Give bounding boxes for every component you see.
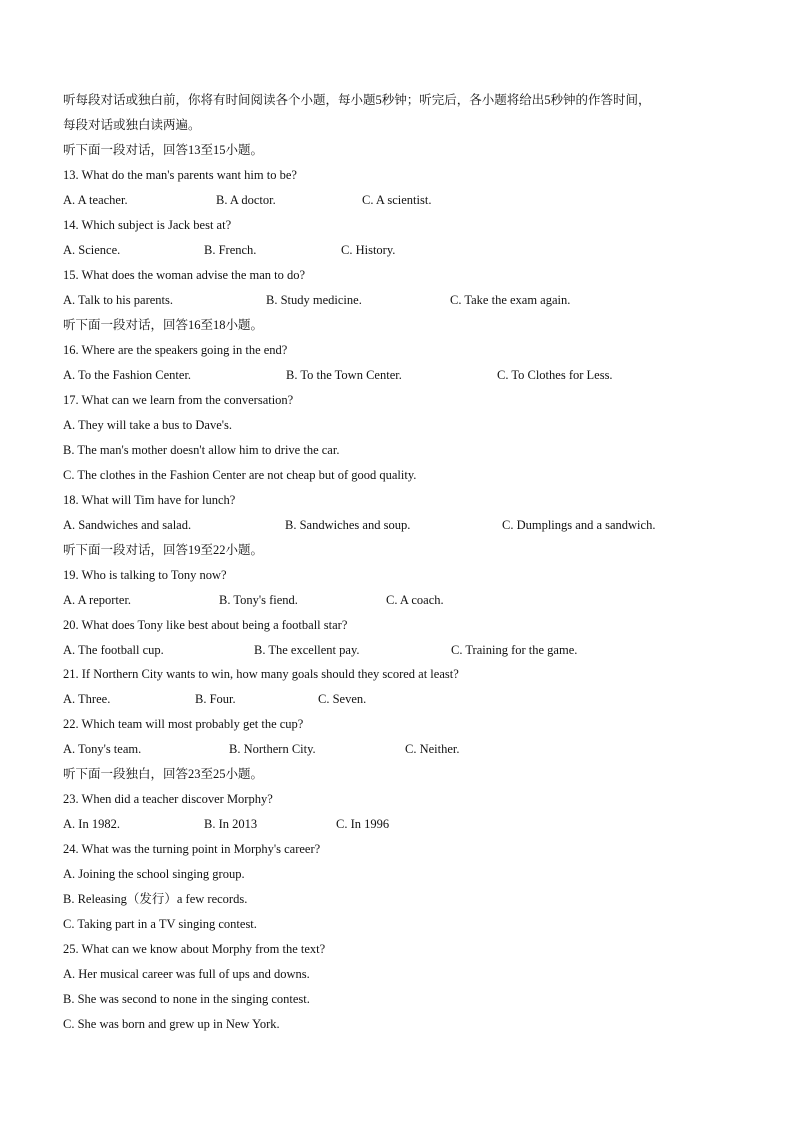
- instructions-line-2: 每段对话或独白读两遍。: [63, 118, 201, 132]
- section-heading-1: 听下面一段对话，回答13至15小题。: [63, 143, 264, 157]
- section-heading-4: 听下面一段独白，回答23至25小题。: [63, 767, 264, 781]
- option-b: B. The excellent pay.: [254, 643, 360, 657]
- option-b: B. Four.: [195, 692, 236, 706]
- option-a: A. Talk to his parents.: [63, 293, 173, 307]
- option-c: C. A coach.: [386, 593, 444, 607]
- option-a: A. A teacher.: [63, 193, 128, 207]
- option-a: A. To the Fashion Center.: [63, 368, 192, 382]
- option-b: B. Tony's fiend.: [219, 593, 298, 607]
- option-c: C. Take the exam again.: [450, 293, 571, 307]
- question-17-option-a: A. They will take a bus to Dave's.: [63, 418, 233, 432]
- option-a: A. In 1982.: [63, 817, 120, 831]
- option-c: C. A scientist.: [362, 193, 432, 207]
- question-25-option-c: C. She was born and grew up in New York.: [63, 1017, 280, 1031]
- question-15-stem: 15. What does the woman advise the man to do?: [63, 268, 306, 282]
- question-17-stem: 17. What can we learn from the conversation?: [63, 393, 294, 407]
- question-24-option-a: A. Joining the school singing group.: [63, 867, 245, 881]
- question-23-stem: 23. When did a teacher discover Morphy?: [63, 792, 273, 806]
- question-13-stem: 13. What do the man's parents want him to be?: [63, 168, 297, 182]
- option-b: B. Northern City.: [229, 742, 316, 756]
- option-b: B. To the Town Center.: [286, 368, 402, 382]
- question-25-option-a: A. Her musical career was full of ups and downs.: [63, 967, 310, 981]
- option-b: B. Study medicine.: [266, 293, 362, 307]
- option-c: C. History.: [341, 243, 396, 257]
- question-14-stem: 14. Which subject is Jack best at?: [63, 218, 232, 232]
- question-19-stem: 19. Who is talking to Tony now?: [63, 568, 227, 582]
- option-b: B. French.: [204, 243, 257, 257]
- question-17-option-c: C. The clothes in the Fashion Center are not cheap but of good quality.: [63, 468, 417, 482]
- option-a: A. Three.: [63, 692, 111, 706]
- question-21-stem: 21. If Northern City wants to win, how many goals should they scored at least?: [63, 667, 459, 681]
- option-c: C. Seven.: [318, 692, 367, 706]
- option-a: A. The football cup.: [63, 643, 164, 657]
- question-24-option-c: C. Taking part in a TV singing contest.: [63, 917, 257, 931]
- question-24-option-b: B. Releasing（发行）a few records.: [63, 892, 248, 906]
- question-20-stem: 20. What does Tony like best about being a football star?: [63, 618, 348, 632]
- option-b: B. A doctor.: [216, 193, 276, 207]
- question-24-stem: 24. What was the turning point in Morphy's career?: [63, 842, 321, 856]
- instructions-line-1: 听每段对话或独白前，你将有时间阅读各个小题，每小题5秒钟；听完后，各小题将给出5秒钟的作答时间，: [63, 93, 651, 107]
- option-c: C. To Clothes for Less.: [497, 368, 613, 382]
- option-b: B. Sandwiches and soup.: [285, 518, 411, 532]
- option-c: C. Dumplings and a sandwich.: [502, 518, 656, 532]
- question-16-stem: 16. Where are the speakers going in the end?: [63, 343, 288, 357]
- option-c: C. Training for the game.: [451, 643, 578, 657]
- question-17-option-b: B. The man's mother doesn't allow him to drive the car.: [63, 443, 340, 457]
- option-a: A. A reporter.: [63, 593, 132, 607]
- section-heading-3: 听下面一段对话，回答19至22小题。: [63, 543, 264, 557]
- question-25-option-b: B. She was second to none in the singing contest.: [63, 992, 310, 1006]
- option-a: A. Sandwiches and salad.: [63, 518, 192, 532]
- question-25-stem: 25. What can we know about Morphy from the text?: [63, 942, 326, 956]
- option-c: C. In 1996: [336, 817, 390, 831]
- question-22-stem: 22. Which team will most probably get the cup?: [63, 717, 304, 731]
- option-a: A. Tony's team.: [63, 742, 142, 756]
- option-b: B. In 2013: [204, 817, 258, 831]
- section-heading-2: 听下面一段对话，回答16至18小题。: [63, 318, 264, 332]
- question-18-stem: 18. What will Tim have for lunch?: [63, 493, 236, 507]
- option-c: C. Neither.: [405, 742, 460, 756]
- option-a: A. Science.: [63, 243, 121, 257]
